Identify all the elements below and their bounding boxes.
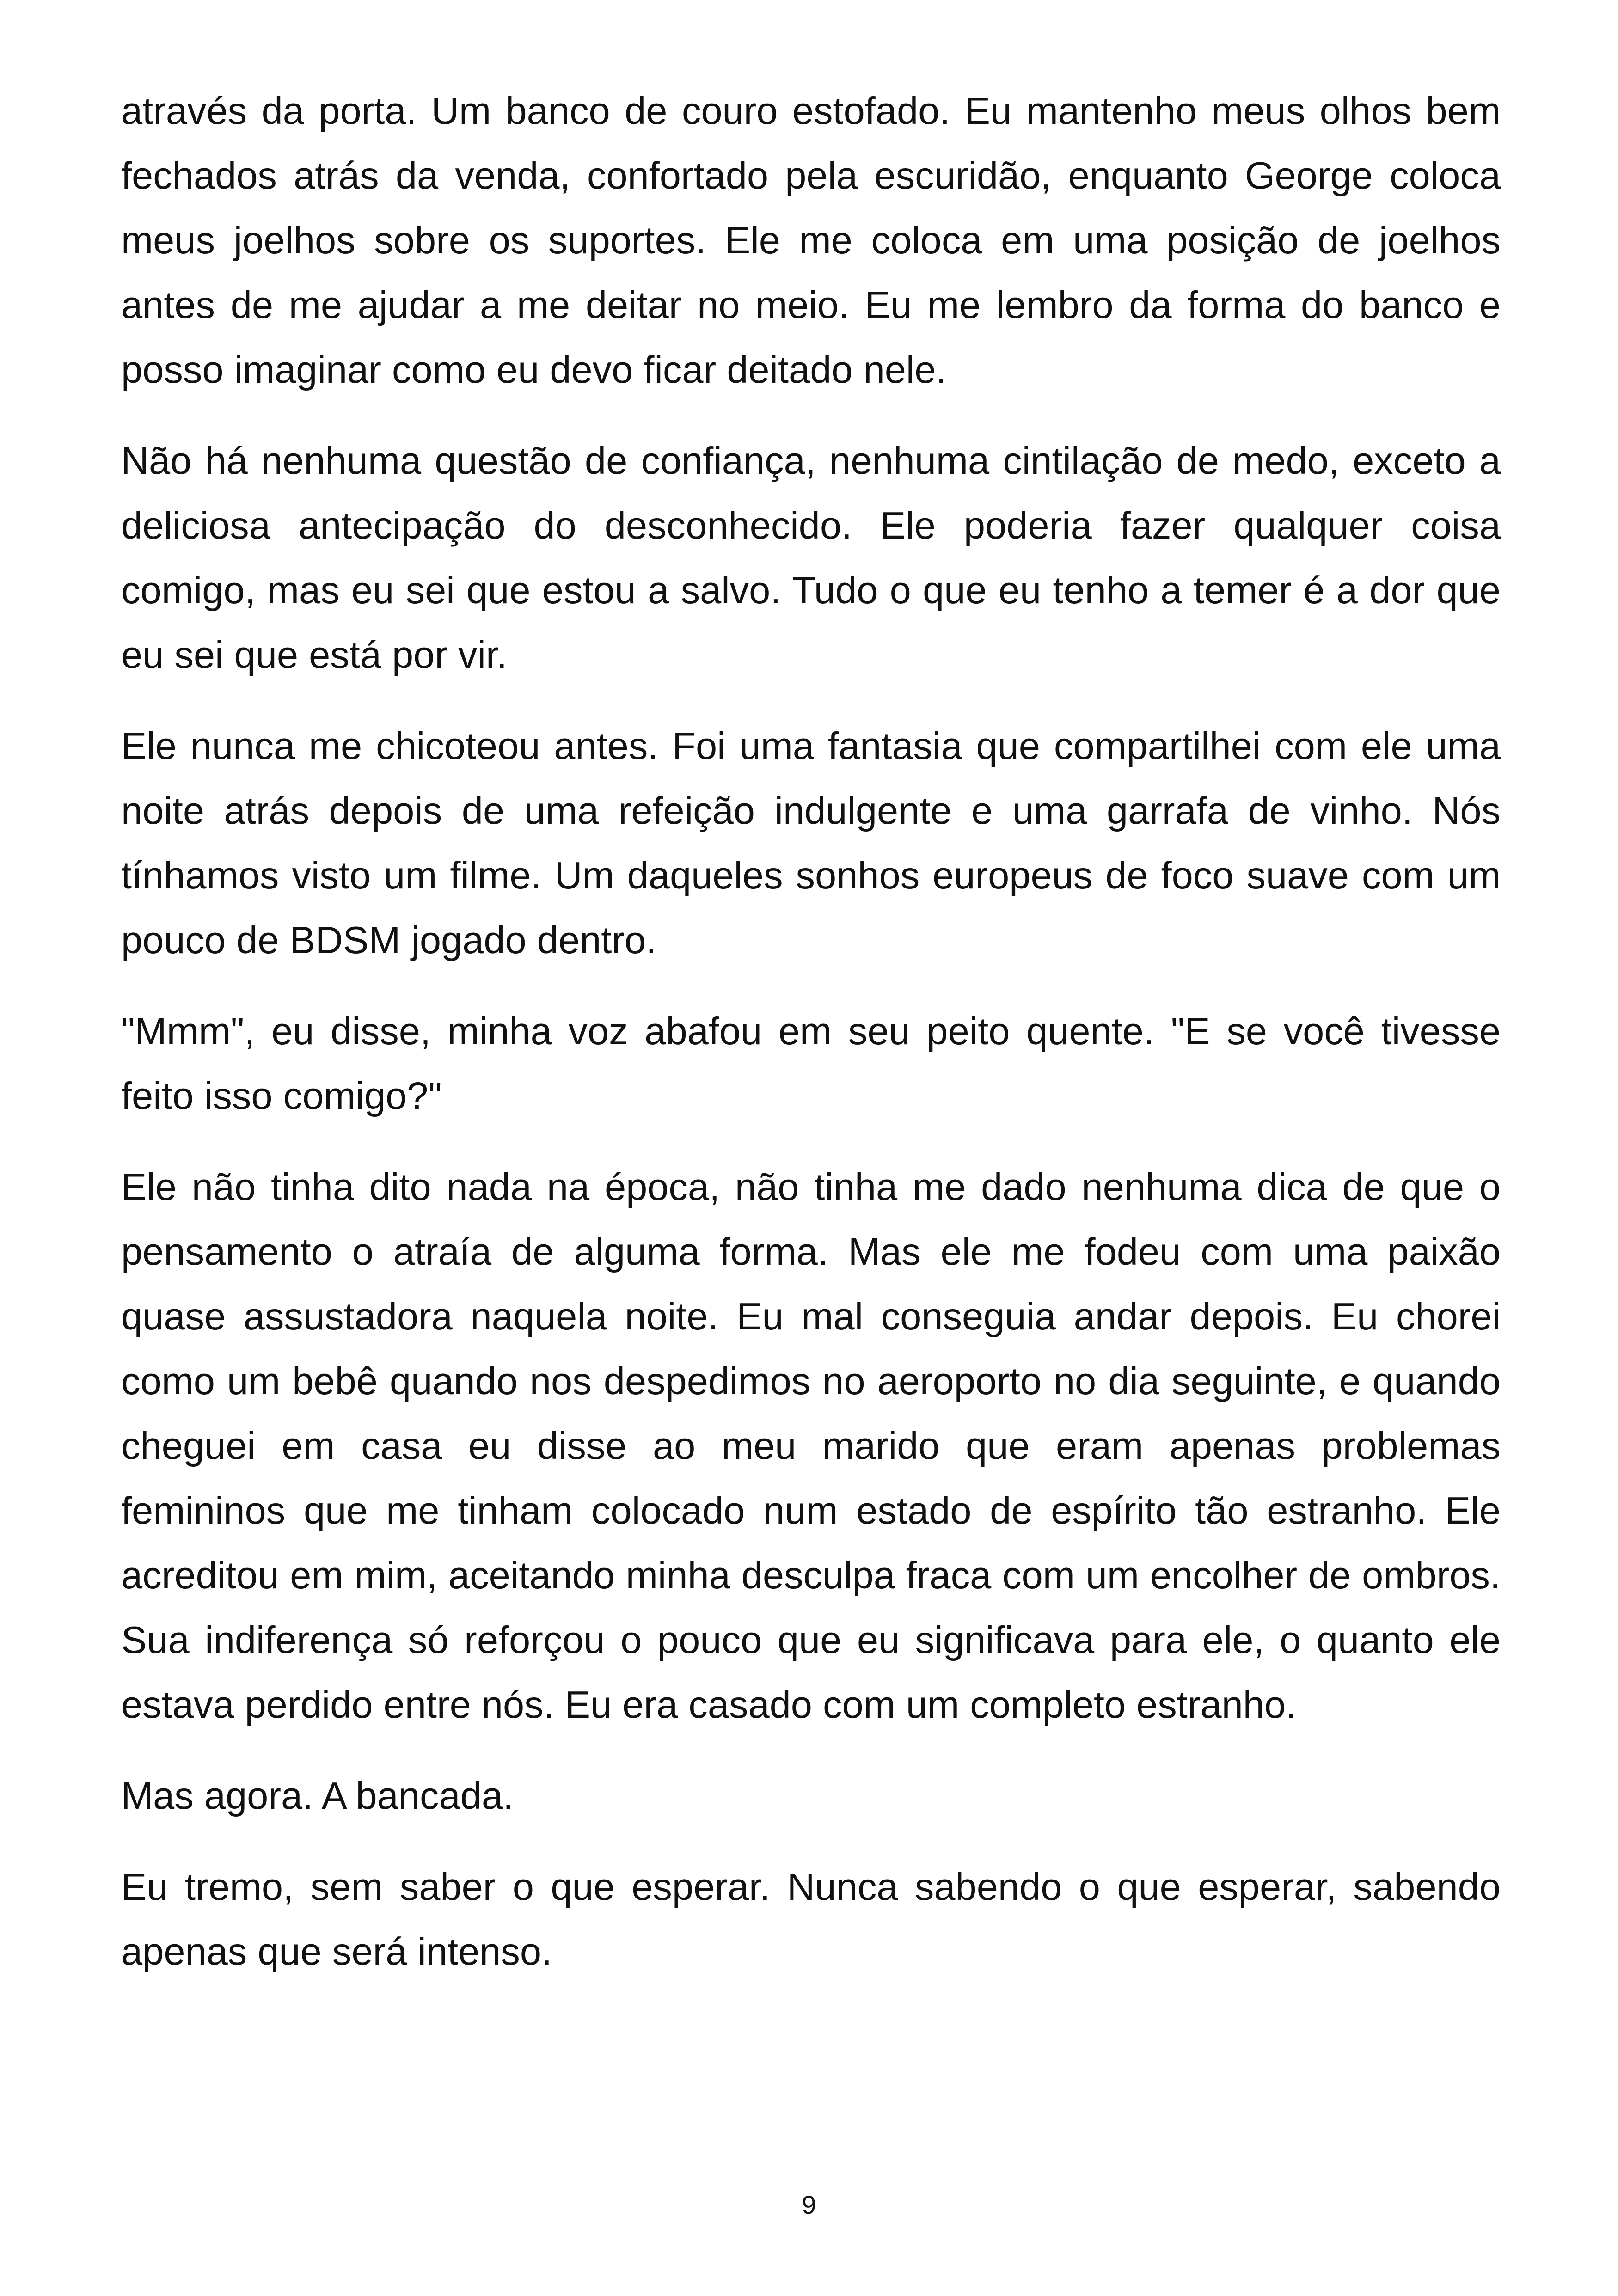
paragraph-7: Eu tremo, sem saber o que esperar. Nunca sabendo o que esperar, sabendo apenas que será intenso. xyxy=(121,1865,1501,1973)
paragraph-1: através da porta. Um banco de couro estofado. Eu mantenho meus olhos bem fechados atrás da venda, confortado pela escuridão, enquanto George coloca meus joelhos sobre os suportes. Ele me coloca em uma posição de joelhos antes de me ajudar a me deitar no meio. Eu me lembro da forma do banco e posso imaginar como eu devo ficar deitado nele. xyxy=(121,89,1501,391)
paragraph-4: "Mmm", eu disse, minha voz abafou em seu peito quente. "E se você tivesse feito isso comigo?" xyxy=(121,1010,1501,1117)
paragraph-2: Não há nenhuma questão de confiança, nenhuma cintilação de medo, exceto a deliciosa antecipação do desconhecido. Ele poderia fazer qualquer coisa comigo, mas eu sei que estou a salvo. Tudo o que eu tenho a temer é a dor que eu sei que está por vir. xyxy=(121,439,1501,676)
paragraph-3: Ele nunca me chicoteou antes. Foi uma fantasia que compartilhei com ele uma noite atrás depois de uma refeição indulgente e uma garrafa de vinho. Nós tínhamos visto um filme. Um daqueles sonhos europeus de foco suave com um pouco de BDSM jogado dentro. xyxy=(121,724,1501,961)
paragraph-6: Mas agora. A bancada. xyxy=(121,1774,514,1817)
page-number: 9 xyxy=(802,2190,816,2219)
page-body xyxy=(121,79,1501,2010)
paragraph-5: Ele não tinha dito nada na época, não tinha me dado nenhuma dica de que o pensamento o atraía de alguma forma. Mas ele me fodeu com uma paixão quase assustadora naquela noite. Eu mal conseguia andar depois. Eu chorei como um bebê quando nos despedimos no aeroporto no dia seguinte, e quando cheguei em casa eu disse ao meu marido que eram apenas problemas femininos que me tinham colocado num estado de espírito tão estranho. Ele acreditou em mim, aceitando minha desculpa fraca com um encolher de ombros. Sua indiferença só reforçou o pouco que eu significava para ele, o quanto ele estava perdido entre nós. Eu era casado com um completo estranho. xyxy=(121,1165,1501,1726)
